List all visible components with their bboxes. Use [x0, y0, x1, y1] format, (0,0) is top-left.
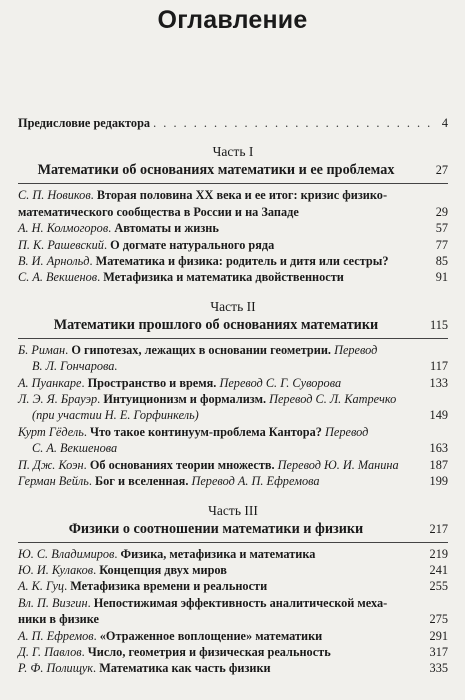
entry-text: С. А. Векшенов. Метафизика и математика двойственности [18, 270, 344, 285]
page-number: 4 [441, 116, 448, 130]
entry-translator-continued: С. А. Векшенова [32, 441, 118, 456]
entry-author: А. К. Гуц [18, 579, 65, 594]
parts-container [18, 143, 448, 676]
entry-title: Непостижимая эффективность аналитической меха- [93, 595, 388, 610]
entry-text: П. К. Рашевский. О догмате натурального ряда [18, 237, 275, 252]
entry-author: А. П. Ефремов [18, 628, 94, 643]
page-number: 219 [429, 546, 448, 561]
toc-entry [18, 644, 448, 660]
page-number: 199 [429, 474, 448, 489]
entry-title-continued: ники в физике [18, 612, 99, 627]
toc-entry [18, 187, 448, 220]
page-number: 115 [430, 317, 448, 332]
entry-title: О гипотезах, лежащих в основании геометрии. [71, 342, 331, 357]
part-title [18, 316, 448, 334]
toc-entry-preface [18, 115, 448, 131]
entry-text: Вл. П. Визгин. Непостижимая эффективность аналитической меха- ники в физике [18, 595, 388, 627]
entry-text: С. П. Новиков. Вторая половина XX века и ее итог: кризис физико- математического сообщества в России и на Западе [18, 188, 388, 219]
entry-text: В. И. Арнольд. Математика и физика: родитель и дитя или сестры? [18, 254, 389, 269]
toc-entry [18, 237, 448, 253]
page-number: 117 [430, 359, 448, 374]
part-rule [18, 183, 448, 184]
entry-author: Л. Э. Я. Брауэр [18, 392, 98, 407]
toc-entry [18, 391, 448, 424]
entry-title: Интуиционизм и формализм. [103, 392, 267, 407]
preface-label: Предисловие редактора [18, 116, 151, 130]
toc-entry [18, 220, 448, 236]
entry-text: Герман Вейль. Бог и вселенная. Перевод А. П. Ефремова [18, 474, 320, 489]
page-number: 27 [435, 163, 448, 178]
entry-translator-continued: (при участии Н. Е. Горфинкель) [32, 408, 199, 423]
page-number: 241 [429, 562, 448, 577]
entry-author: С. П. Новиков [18, 188, 91, 203]
entry-translator: Перевод Ю. И. Манина [277, 457, 399, 472]
part-label: Часть II [210, 298, 256, 314]
toc-entry [18, 628, 448, 644]
part-title-text: Физики о соотношении математики и физики [68, 520, 364, 537]
toc-entry [18, 457, 448, 473]
entry-title: Пространство и время. [87, 375, 217, 390]
toc-entry [18, 595, 448, 628]
entry-text: Р. Ф. Полищук. Математика как часть физики [18, 661, 271, 676]
entry-title: Что такое континуум-проблема Кантора? [89, 424, 322, 439]
entry-author: А. Пуанкаре [18, 375, 82, 390]
entry-text: А. Пуанкаре. Пространство и время. Перевод С. Г. Суворова [18, 375, 342, 390]
entry-author: Р. Ф. Полищук [18, 661, 94, 676]
entry-text: П. Дж. Коэн. Об основаниях теории множеств. Перевод Ю. И. Манина [18, 457, 399, 472]
part-title-text: Математики прошлого об основаниях математики [53, 316, 379, 333]
toc-entry [18, 342, 448, 375]
entry-title: Концепция двух миров [99, 562, 227, 577]
entry-text: Ю. С. Владимиров. Физика, метафизика и математика [18, 546, 316, 561]
toc-entry [18, 424, 448, 457]
entry-translator: Перевод С. Л. Катречко [269, 392, 397, 407]
toc-entry [18, 562, 448, 578]
entry-text: А. К. Гуц. Метафизика времени и реальности [18, 579, 268, 594]
entry-author: Герман Вейль [18, 474, 89, 489]
page-number: 29 [435, 204, 448, 219]
entry-title: Бог и вселенная. [95, 474, 189, 489]
entry-title: Об основаниях теории множеств. [89, 457, 275, 472]
entry-text: Ю. И. Кулаков. Концепция двух миров [18, 562, 227, 577]
part-label: Часть I [212, 144, 254, 160]
entry-title: Метафизика времени и реальности [70, 579, 268, 594]
entry-title-continued: математического сообщества в России и на Западе [18, 204, 299, 219]
entry-text: Б. Риман. О гипотезах, лежащих в основании геометрии. Перевод В. Л. Гончарова. [18, 342, 378, 374]
entry-author: Д. Г. Павлов [18, 644, 82, 659]
page-number: 317 [429, 644, 448, 659]
part-label: Часть III [208, 502, 258, 518]
entry-translator: Перевод С. Г. Суворова [219, 375, 342, 390]
toc-entry [18, 660, 448, 676]
entry-text: Курт Гёдель. Что такое континуум-проблема Кантора? Перевод С. А. Векшенова [18, 424, 369, 456]
part-rule [18, 542, 448, 543]
page-number: 133 [429, 375, 448, 390]
part-title [18, 520, 448, 538]
entry-author: А. Н. Колмогоров [18, 221, 109, 236]
entry-author: В. И. Арнольд [18, 254, 90, 269]
entry-title: Метафизика и математика двойственности [103, 270, 344, 285]
page-number: 149 [429, 408, 448, 423]
entry-author: Ю. И. Кулаков [18, 562, 94, 577]
entry-author: Б. Риман [18, 342, 66, 357]
table-of-contents [18, 115, 448, 677]
toc-entry [18, 269, 448, 285]
page-number: 163 [429, 441, 448, 456]
entry-author: Курт Гёдель [18, 424, 84, 439]
entry-author: Ю. С. Владимиров [18, 546, 115, 561]
entry-title: «Отраженное воплощение» математики [99, 628, 323, 643]
entry-text: А. П. Ефремов. «Отраженное воплощение» математики [18, 628, 323, 643]
page-number: 85 [435, 254, 448, 269]
toc-entry [18, 253, 448, 269]
entry-title: Вторая половина XX века и ее итог: кризис физико- [96, 188, 388, 203]
entry-author: С. А. Векшенов [18, 270, 98, 285]
page-title: Оглавление [157, 6, 308, 34]
page-number: 255 [429, 579, 448, 594]
page-number: 291 [429, 628, 448, 643]
entry-author: Вл. П. Визгин [18, 595, 88, 610]
entry-author: П. Дж. Коэн [18, 457, 84, 472]
entry-title: Автоматы и жизнь [114, 221, 219, 236]
entry-translator: Перевод А. П. Ефремова [191, 474, 320, 489]
entry-author: П. К. Рашевский [18, 237, 104, 252]
toc-entry [18, 375, 448, 391]
entry-text: А. Н. Колмогоров. Автоматы и жизнь [18, 221, 219, 236]
entry-translator: Перевод [334, 342, 378, 357]
page-number: 217 [429, 521, 448, 536]
page-number: 91 [435, 270, 448, 285]
part-title-text: Математики об основаниях математики и ее проблемах [37, 162, 395, 179]
dot-leader: . . . . . . . . . . . . . . . . . . . . . . . . . . . . [153, 116, 433, 130]
entry-title: Физика, метафизика и математика [120, 546, 316, 561]
toc-entry [18, 578, 448, 594]
part-title [18, 161, 448, 179]
page-number: 275 [429, 612, 448, 627]
entry-translator-continued: В. Л. Гончарова. [32, 359, 118, 374]
page-number: 57 [435, 221, 448, 236]
toc-entry [18, 546, 448, 562]
entry-title: О догмате натурального ряда [110, 237, 275, 252]
entry-text: Л. Э. Я. Брауэр. Интуиционизм и формализм. Перевод С. Л. Катречко (при участии Н. Е. Горфинкель) [18, 392, 397, 423]
toc-entry [18, 473, 448, 489]
entry-title: Математика как часть физики [99, 661, 271, 676]
page-number: 335 [429, 661, 448, 676]
entry-title: Математика и физика: родитель и дитя или сестры? [95, 254, 389, 269]
page-number: 77 [435, 237, 448, 252]
part-rule [18, 338, 448, 339]
entry-text: Д. Г. Павлов. Число, геометрия и физическая реальность [18, 644, 331, 659]
page-number: 187 [429, 457, 448, 472]
entry-translator: Перевод [325, 424, 369, 439]
entry-title: Число, геометрия и физическая реальность [87, 644, 331, 659]
